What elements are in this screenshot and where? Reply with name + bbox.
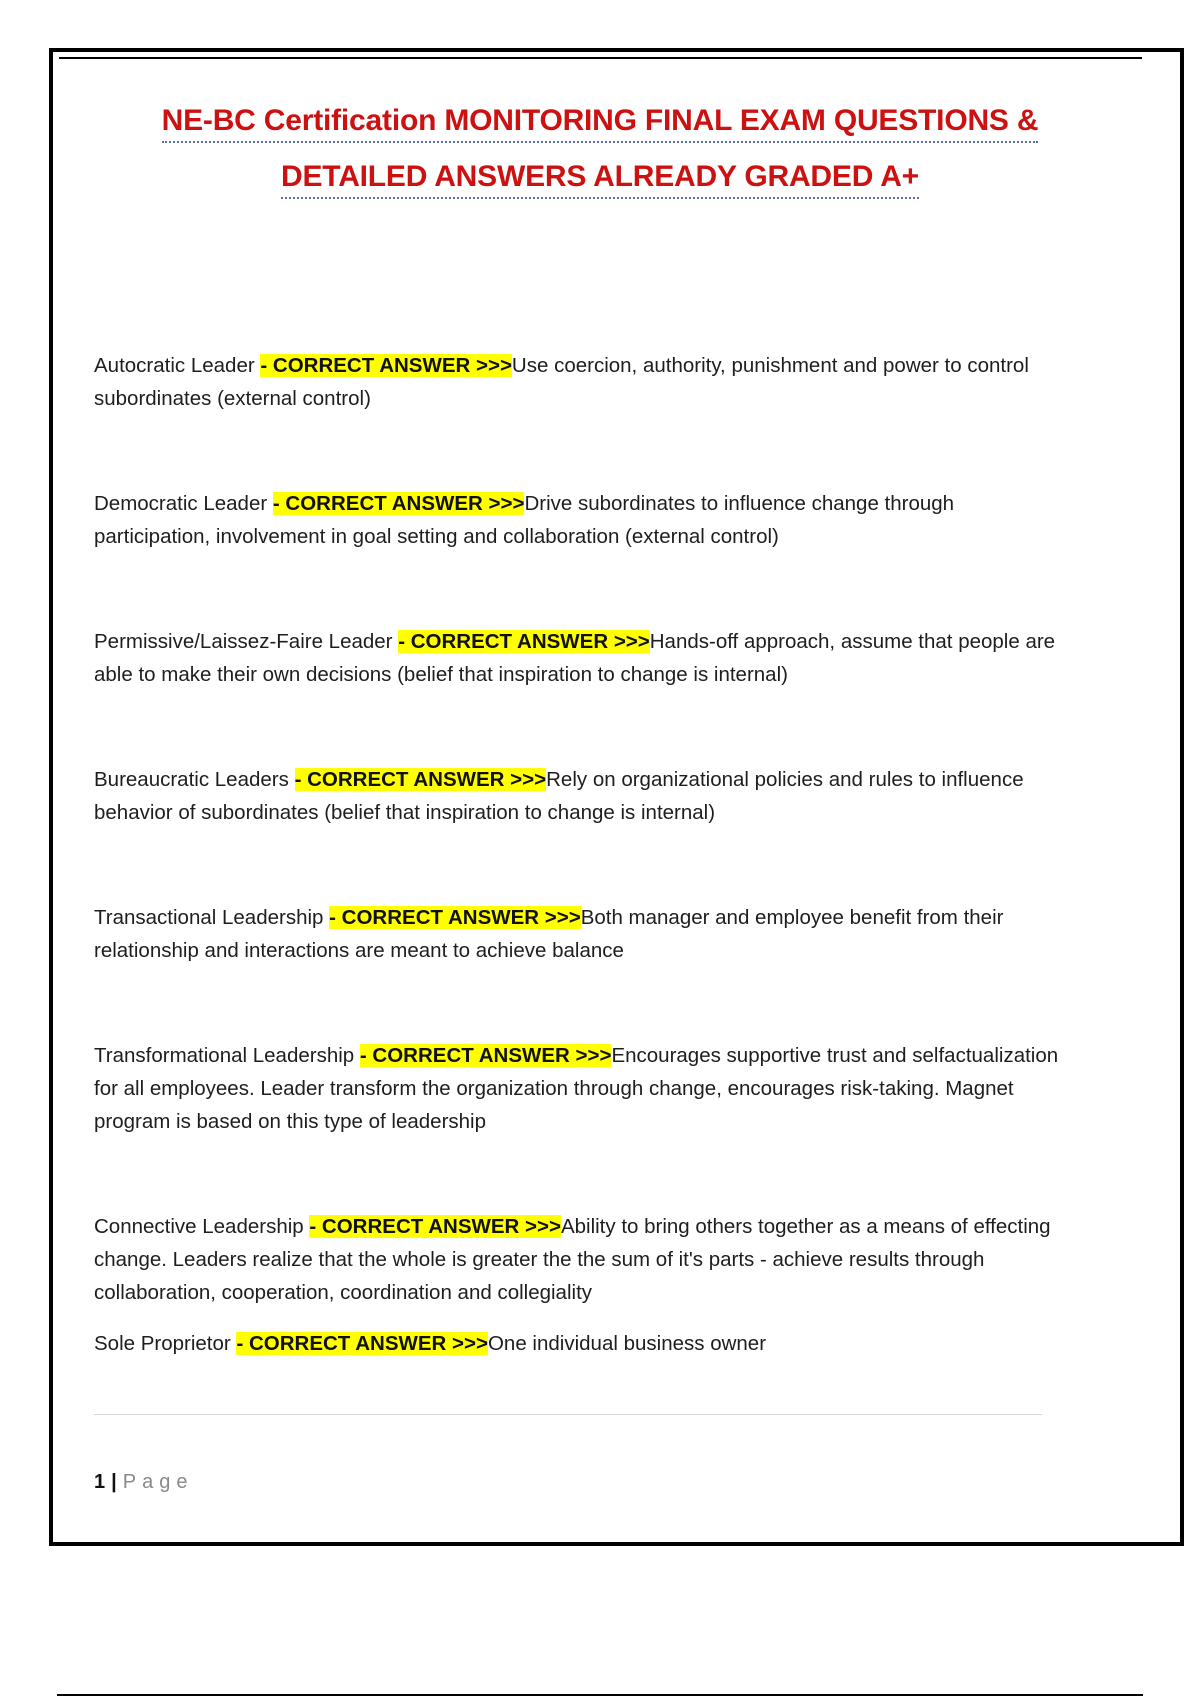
entry-term: Sole Proprietor: [94, 1332, 237, 1355]
bottom-rule: [57, 1694, 1143, 1696]
entry-answer: Rely on organizational policies and rules to influence behavior of subordinates (belief that inspiration to change is internal): [94, 768, 1024, 824]
correct-answer-marker: - CORRECT ANSWER >>>: [359, 1044, 612, 1067]
entry-bureaucratic-leaders: [94, 763, 1074, 829]
correct-answer-marker: - CORRECT ANSWER >>>: [398, 630, 650, 653]
entry-answer: One individual business owner: [487, 1332, 767, 1355]
footer-rule: [94, 1414, 1042, 1415]
document-title: [100, 96, 1100, 208]
page-number: 1: [94, 1471, 106, 1493]
entry-democratic-leader: [94, 487, 1074, 553]
entry-connective-leadership: [94, 1210, 1074, 1309]
correct-answer-marker: - CORRECT ANSWER >>>: [294, 768, 547, 791]
page-footer: [94, 1468, 193, 1496]
entry-transactional-leadership: [94, 901, 1074, 967]
entry-answer: Both manager and employee benefit from their relationship and interactions are meant to achieve balance: [94, 906, 1004, 962]
top-rule: [59, 57, 1142, 59]
entry-term: Transformational Leadership: [94, 1044, 360, 1067]
entry-answer: Hands-off approach, assume that people are able to make their own decisions (belief that inspiration to change is internal): [94, 630, 1056, 686]
footer-separator: |: [111, 1471, 117, 1493]
entry-answer: Drive subordinates to influence change through participation, involvement in goal setting and collaboration (external control): [94, 492, 955, 548]
entry-permissive-leader: [94, 625, 1074, 691]
correct-answer-marker: - CORRECT ANSWER >>>: [309, 1215, 561, 1238]
correct-answer-marker: - CORRECT ANSWER >>>: [236, 1332, 488, 1355]
correct-answer-marker: - CORRECT ANSWER >>>: [260, 354, 512, 377]
entry-term: Bureaucratic Leaders: [94, 768, 295, 791]
correct-answer-marker: - CORRECT ANSWER >>>: [329, 906, 581, 929]
entry-term: Connective Leadership: [94, 1215, 310, 1238]
entry-answer: Use coercion, authority, punishment and power to control subordinates (external control): [94, 354, 1029, 410]
correct-answer-marker: - CORRECT ANSWER >>>: [272, 492, 525, 515]
entry-term: Autocratic Leader: [94, 354, 261, 377]
entry-transformational-leadership: [94, 1039, 1074, 1138]
page-label: Page: [122, 1471, 194, 1493]
entry-autocratic-leader: [94, 349, 1074, 415]
entry-term: Transactional Leadership: [94, 906, 330, 929]
entry-term: Democratic Leader: [94, 492, 273, 515]
title-line-1: NE-BC Certification MONITORING FINAL EXAM QUESTIONS &: [162, 101, 1039, 143]
entry-term: Permissive/Laissez-Faire Leader: [94, 630, 399, 653]
entry-sole-proprietor: [94, 1327, 1074, 1360]
entry-answer: Encourages supportive trust and selfactualization for all employees. Leader transform the organization through change, encourages risk-taking. Magnet program is based on this type of leadership: [94, 1044, 1059, 1133]
title-line-2: DETAILED ANSWERS ALREADY GRADED A+: [281, 157, 919, 199]
entry-answer: Ability to bring others together as a means of effecting change. Leaders realize that the whole is greater the the sum of it's parts - achieve results through collaboration, cooperation, coordination and collegiality: [94, 1215, 1051, 1304]
